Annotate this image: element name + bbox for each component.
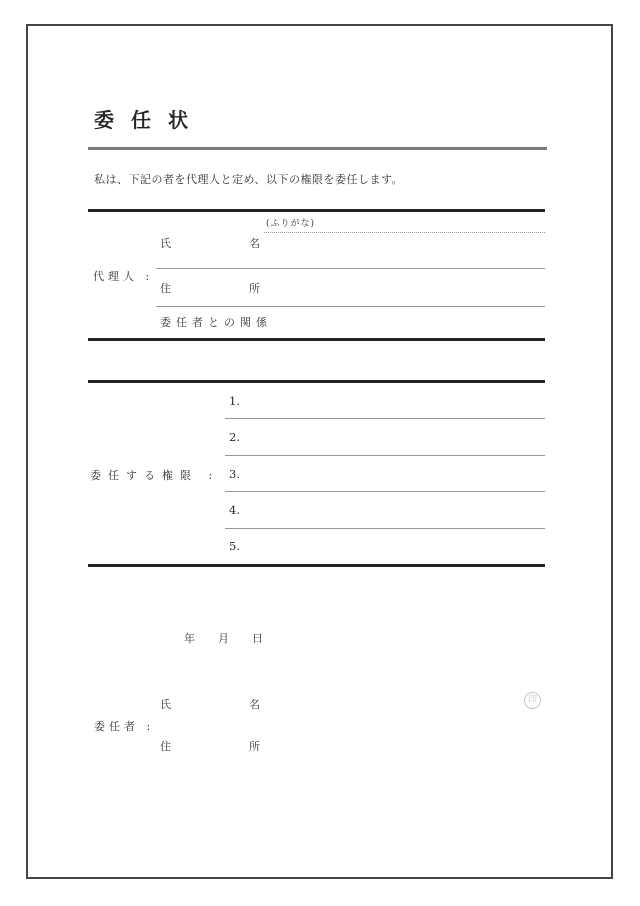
- authority-row: [225, 492, 545, 528]
- principal-address-label-first: 住: [160, 740, 171, 753]
- date-day-label: 日: [252, 632, 263, 645]
- document-page: [26, 24, 613, 879]
- intro-text: 私は、下記の者を代理人と定め、以下の権限を委任します。: [94, 173, 404, 186]
- principal-name-label-first: 氏: [160, 698, 171, 711]
- authority-row: [225, 456, 545, 492]
- authority-row: [225, 529, 545, 564]
- agent-name-label: [160, 235, 260, 251]
- date-month-label: 月: [218, 632, 229, 645]
- agent-section: [88, 209, 545, 341]
- title-underline: [88, 147, 547, 150]
- row-divider: [156, 306, 545, 307]
- row-divider: [156, 268, 545, 269]
- agent-label: 代理人 :: [93, 270, 154, 283]
- principal-name-label: [160, 696, 260, 712]
- furigana-dotted-line: [264, 232, 545, 233]
- authority-label: 委任する権限 :: [90, 469, 220, 482]
- agent-address-label-first: 住: [160, 282, 171, 295]
- agent-name-label-second: 名: [249, 237, 260, 250]
- principal-address-label: [160, 738, 260, 754]
- authority-row: [225, 419, 545, 455]
- date-row: [184, 630, 263, 646]
- agent-name-label-first: 氏: [160, 237, 171, 250]
- principal-name-label-second: 名: [249, 698, 260, 711]
- furigana-caption: (ふりがな): [266, 219, 316, 229]
- principal-label: 委任者 :: [94, 720, 155, 733]
- agent-address-label: [160, 280, 260, 296]
- principal-address-label-second: 所: [249, 740, 260, 753]
- agent-address-label-second: 所: [249, 282, 260, 295]
- authority-row: [225, 383, 545, 419]
- date-year-label: 年: [184, 632, 195, 645]
- authority-item-number: 4.: [229, 502, 240, 517]
- authority-item-number: 1.: [229, 393, 240, 408]
- authority-item-number: 2.: [229, 430, 240, 445]
- authority-section: [88, 380, 545, 567]
- agent-relation-label: 委任者との関係: [160, 316, 272, 329]
- authority-item-number: 3.: [229, 466, 240, 481]
- seal-mark: 印: [524, 692, 541, 709]
- document-title: 委任状: [94, 108, 205, 132]
- authority-item-number: 5.: [229, 539, 240, 554]
